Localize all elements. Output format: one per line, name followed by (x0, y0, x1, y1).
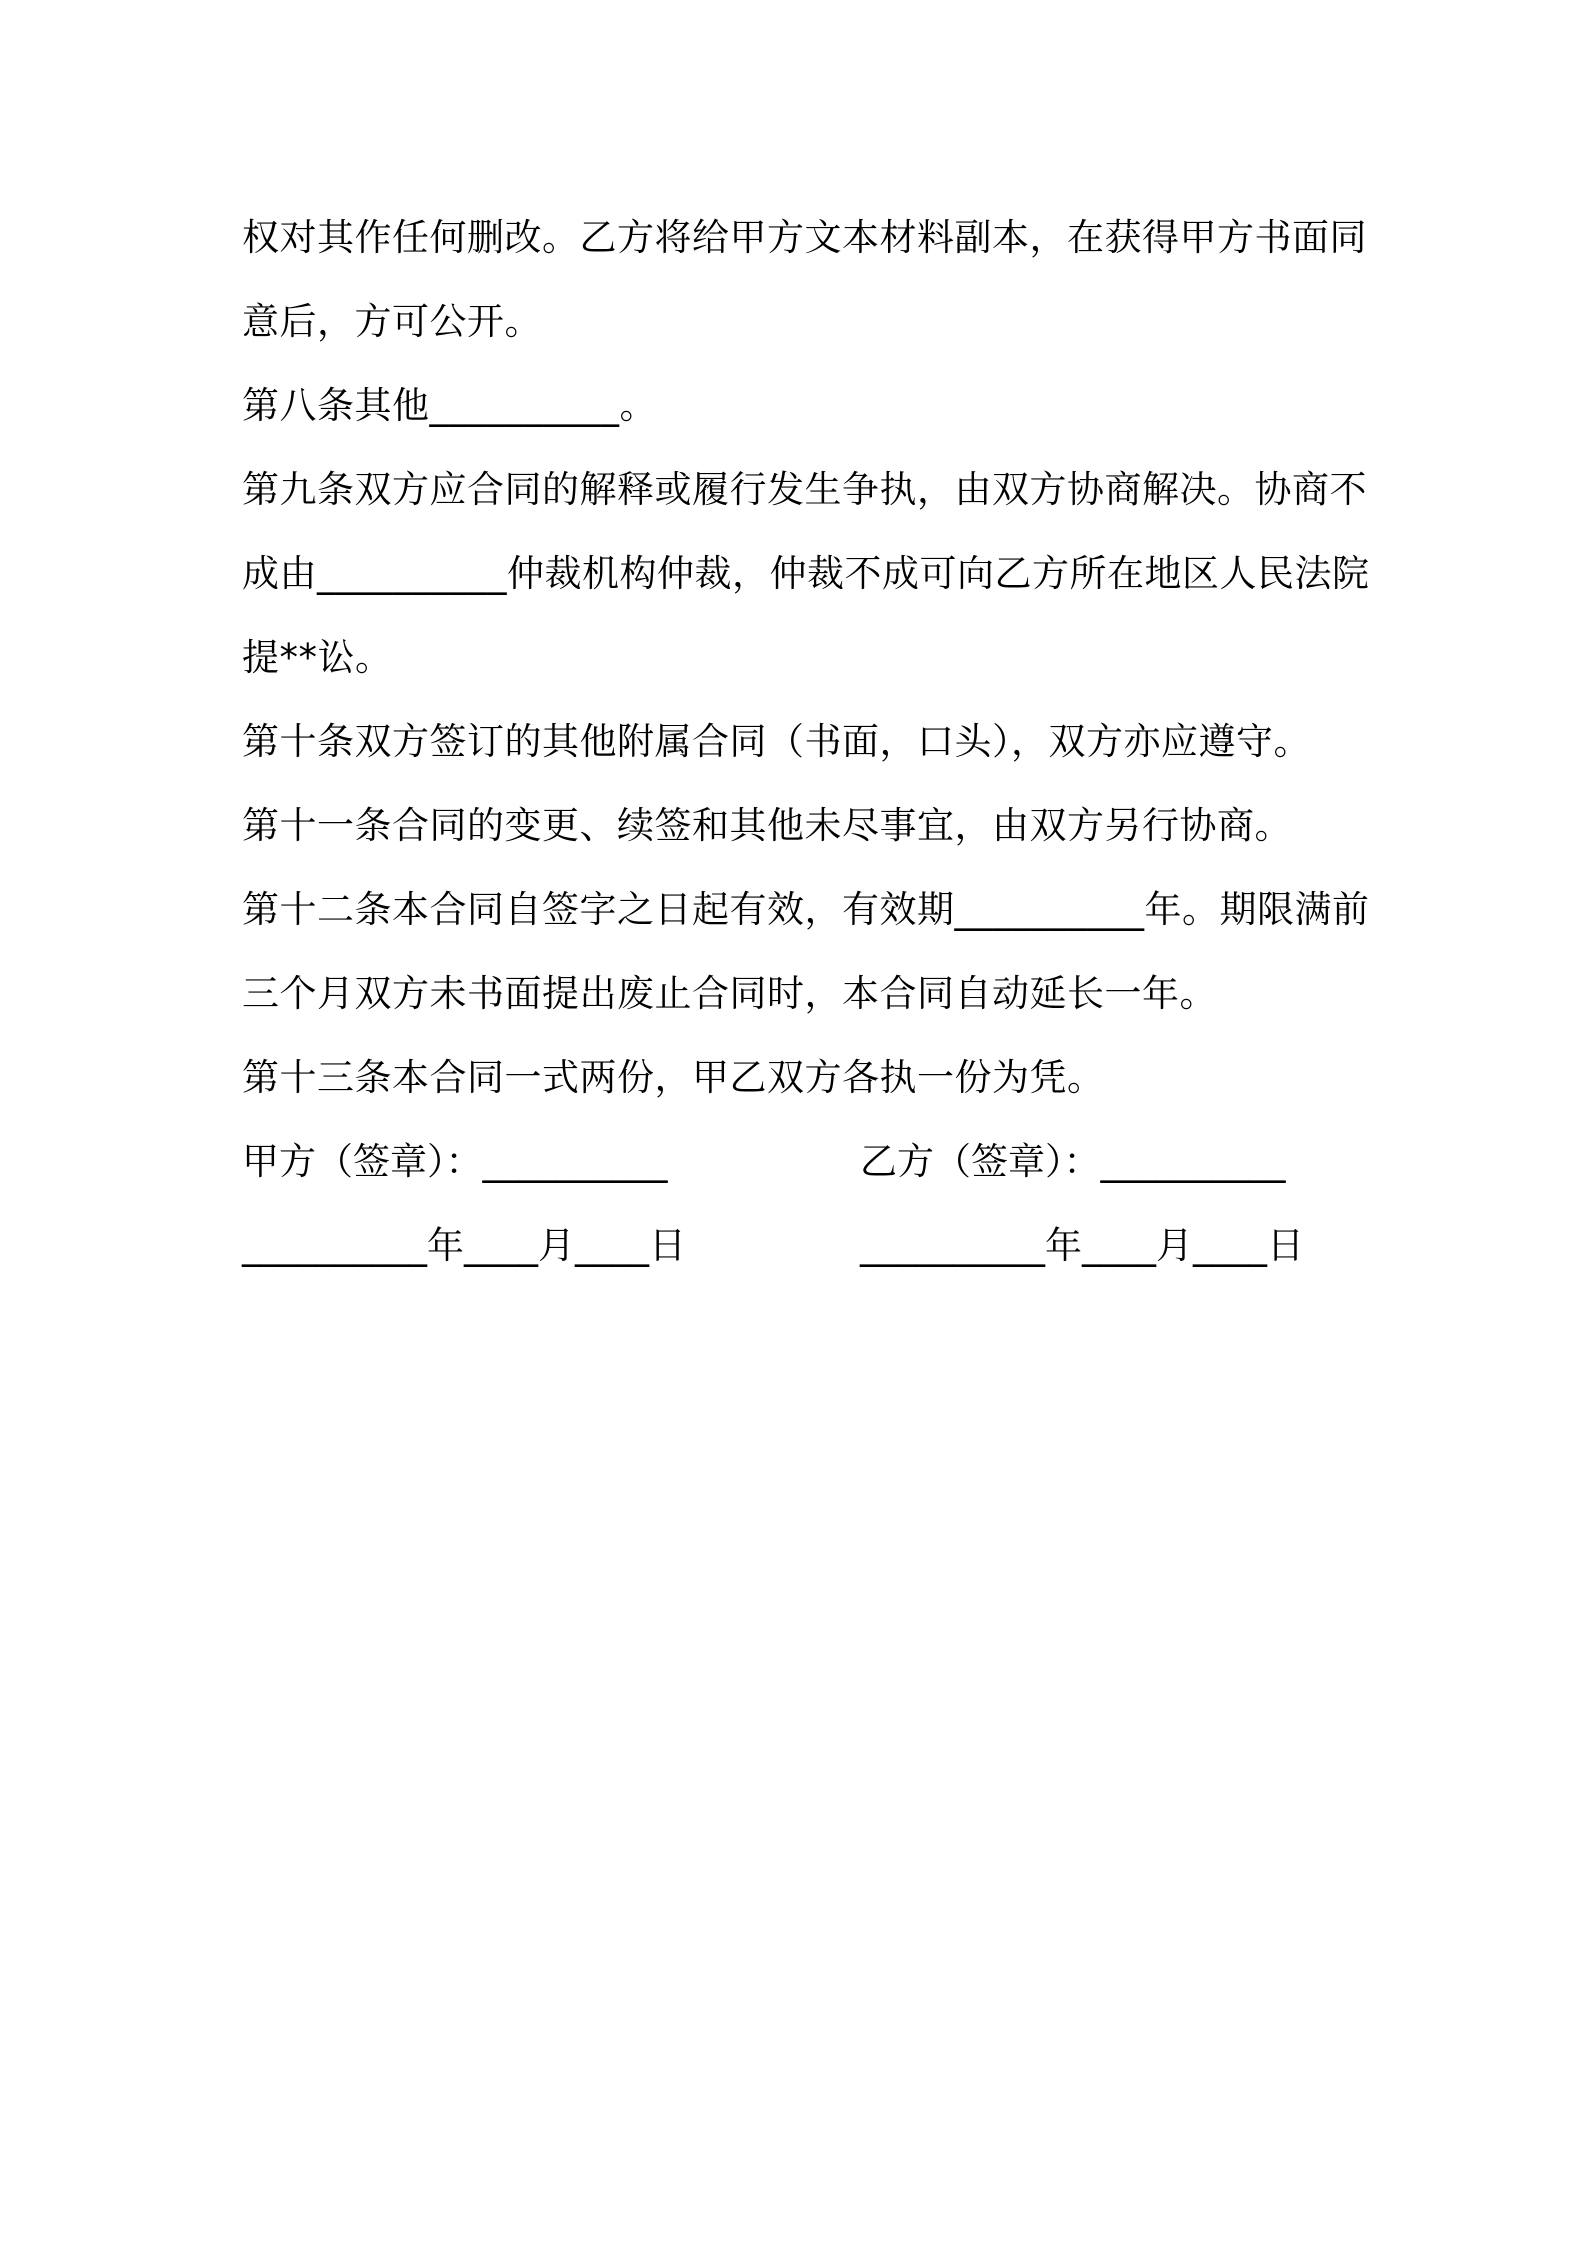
article-11: 第十一条合同的变更、续签和其他未尽事宜，由双方另行协商。 (242, 804, 1292, 847)
article-12: 第十二条本合同自签字之日起有效，有效期__________年。期限满前 (242, 888, 1370, 931)
party-b-date: __________年____月____日 (860, 1224, 1304, 1267)
date-row (242, 1204, 1362, 1288)
paragraph-line: 意后，方可公开。 (242, 300, 542, 343)
article-13: 第十三条本合同一式两份，甲乙双方各执一份为凭。 (242, 1056, 1105, 1099)
paragraph-line: 提**讼。 (242, 636, 393, 679)
paragraph-line: 三个月双方未书面提出废止合同时，本合同自动延长一年。 (242, 972, 1217, 1015)
document-body (242, 196, 1370, 1288)
article-10: 第十条双方签订的其他附属合同（书面，口头），双方亦应遵守。 (242, 720, 1311, 763)
party-a-signature: 甲方（签章）：__________ (242, 1140, 668, 1183)
article-8: 第八条其他__________。 (242, 384, 657, 427)
paragraph-line: 权对其作任何删改。乙方将给甲方文本材料副本，在获得甲方书面同 (242, 216, 1367, 259)
signature-row (242, 1120, 1362, 1204)
party-b-signature: 乙方（签章）：__________ (860, 1140, 1286, 1183)
article-9: 第九条双方应合同的解释或履行发生争执，由双方协商解决。协商不 (242, 468, 1367, 511)
paragraph-line: 成由__________仲裁机构仲裁，仲裁不成可向乙方所在地区人民法院 (242, 552, 1370, 595)
party-a-date: __________年____月____日 (242, 1224, 686, 1267)
